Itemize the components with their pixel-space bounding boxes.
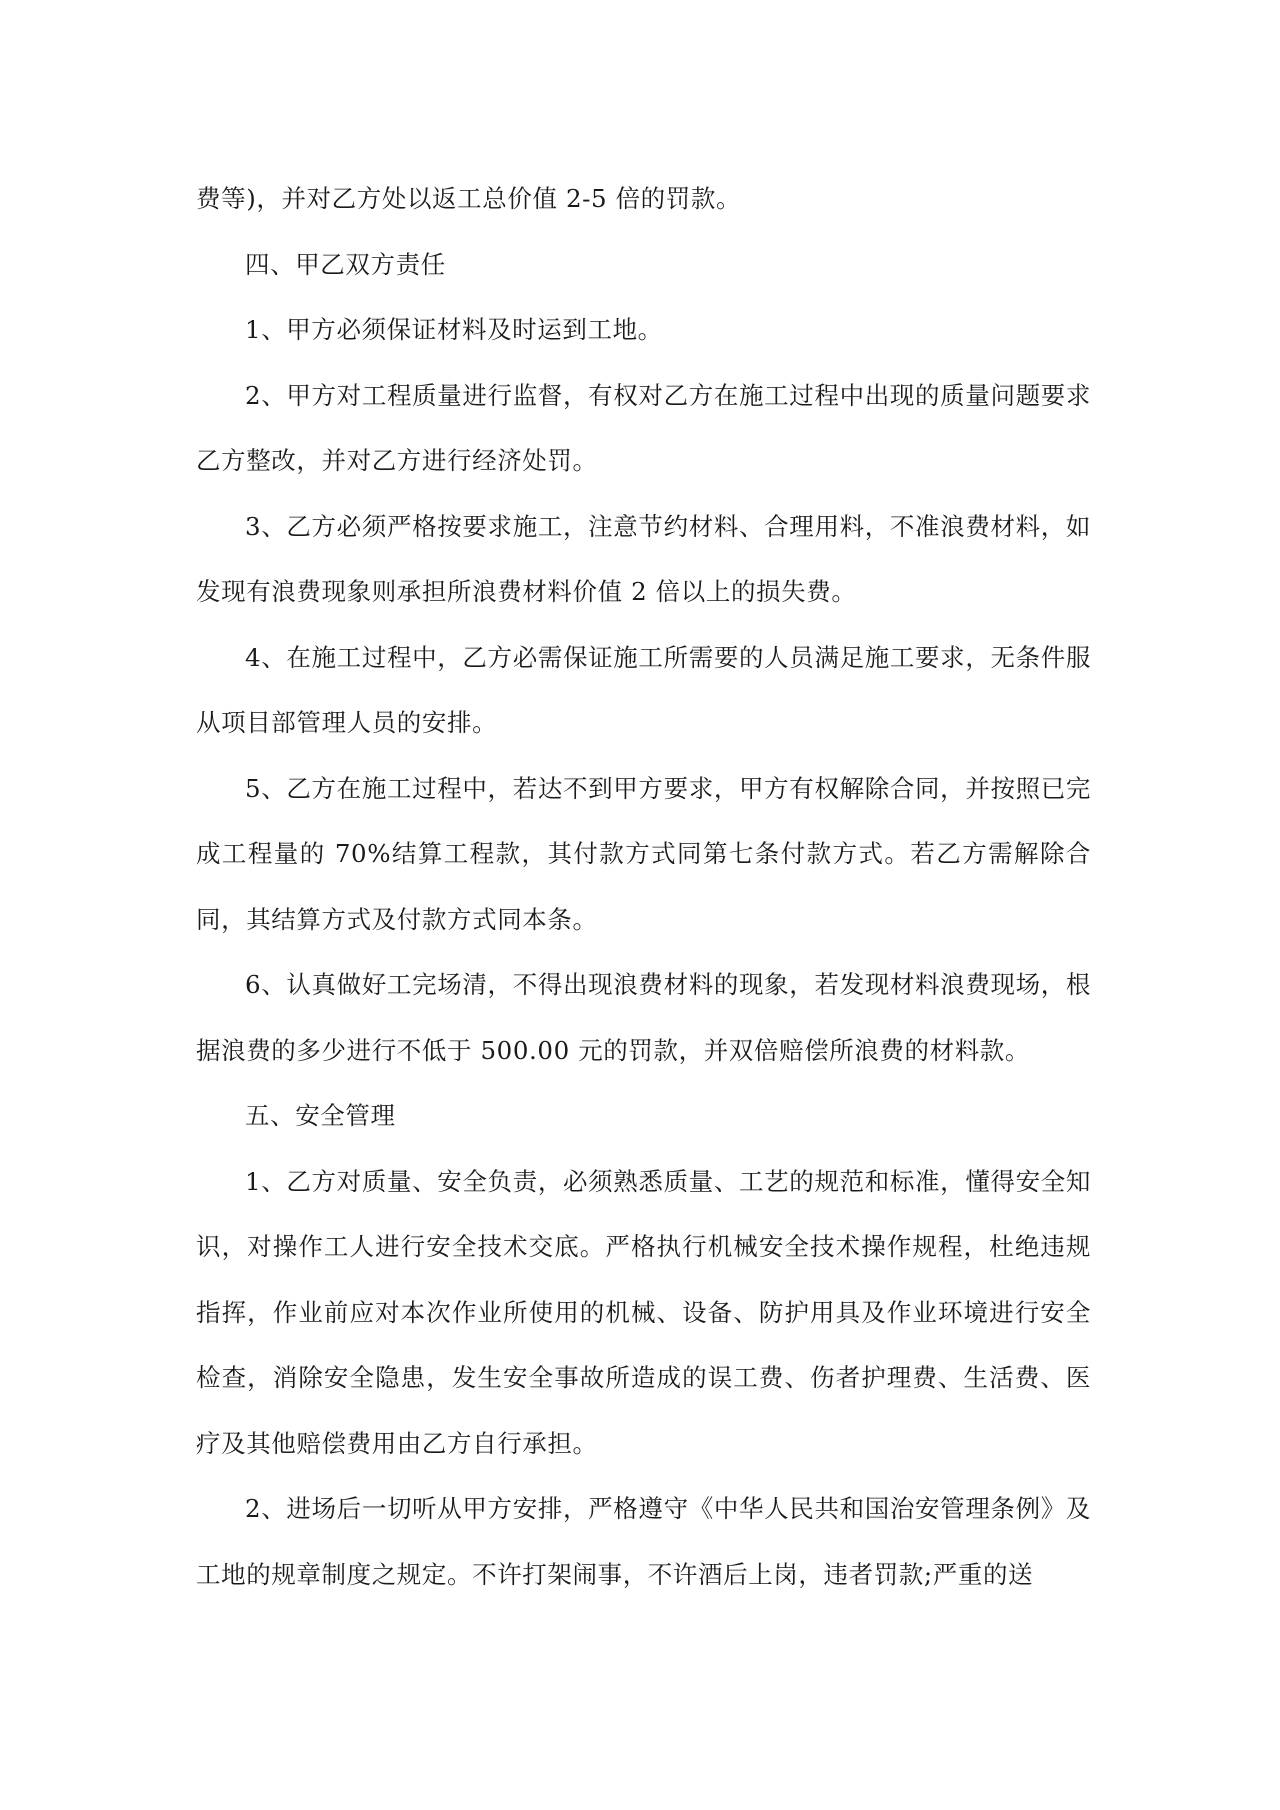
paragraph-continuation: 费等)，并对乙方处以返工总价值 2-5 倍的罚款。 xyxy=(196,184,742,213)
clause-4-1: 1、甲方必须保证材料及时运到工地。 xyxy=(245,315,663,344)
section-heading-responsibilities: 四、甲乙双方责任 xyxy=(245,249,446,279)
clause-4-4: 4、在施工过程中，乙方必需保证施工所需要的人员满足施工要求，无条件服从项目部管理人员的安排。 xyxy=(196,642,1091,737)
document-body xyxy=(196,166,1091,1607)
clause-4-5: 5、乙方在施工过程中，若达不到甲方要求，甲方有权解除合同，并按照已完成工程量的 70%结算工程款，其付款方式同第七条付款方式。若乙方需解除合同，其结算方式及付款方式同本条。 xyxy=(196,773,1091,934)
clause-5-2: 2、进场后一切听从甲方安排，严格遵守《中华人民共和国治安管理条例》及工地的规章制度之规定。不许打架闹事，不许酒后上岗，违者罚款;严重的送 xyxy=(196,1494,1091,1589)
clause-4-3: 3、乙方必须严格按要求施工，注意节约材料、合理用料，不准浪费材料，如发现有浪费现象则承担所浪费材料价值 2 倍以上的损失费。 xyxy=(196,511,1091,606)
clause-5-1: 1、乙方对质量、安全负责，必须熟悉质量、工艺的规范和标准，懂得安全知识，对操作工人进行安全技术交底。严格执行机械安全技术操作规程，杜绝违规指挥，作业前应对本次作业所使用的机械、设备、防护用具及作业环境进行安全检查，消除安全隐患，发生安全事故所造成的误工费、伤者护理费、生活费、医疗及其他赔偿费用由乙方自行承担。 xyxy=(196,1166,1091,1458)
section-heading-safety: 五、安全管理 xyxy=(245,1101,396,1130)
clause-4-2: 2、甲方对工程质量进行监督，有权对乙方在施工过程中出现的质量问题要求乙方整改，并对乙方进行经济处罚。 xyxy=(196,380,1091,475)
clause-4-6: 6、认真做好工完场清，不得出现浪费材料的现象，若发现材料浪费现场，根据浪费的多少进行不低于 500.00 元的罚款，并双倍赔偿所浪费的材料款。 xyxy=(196,970,1091,1065)
